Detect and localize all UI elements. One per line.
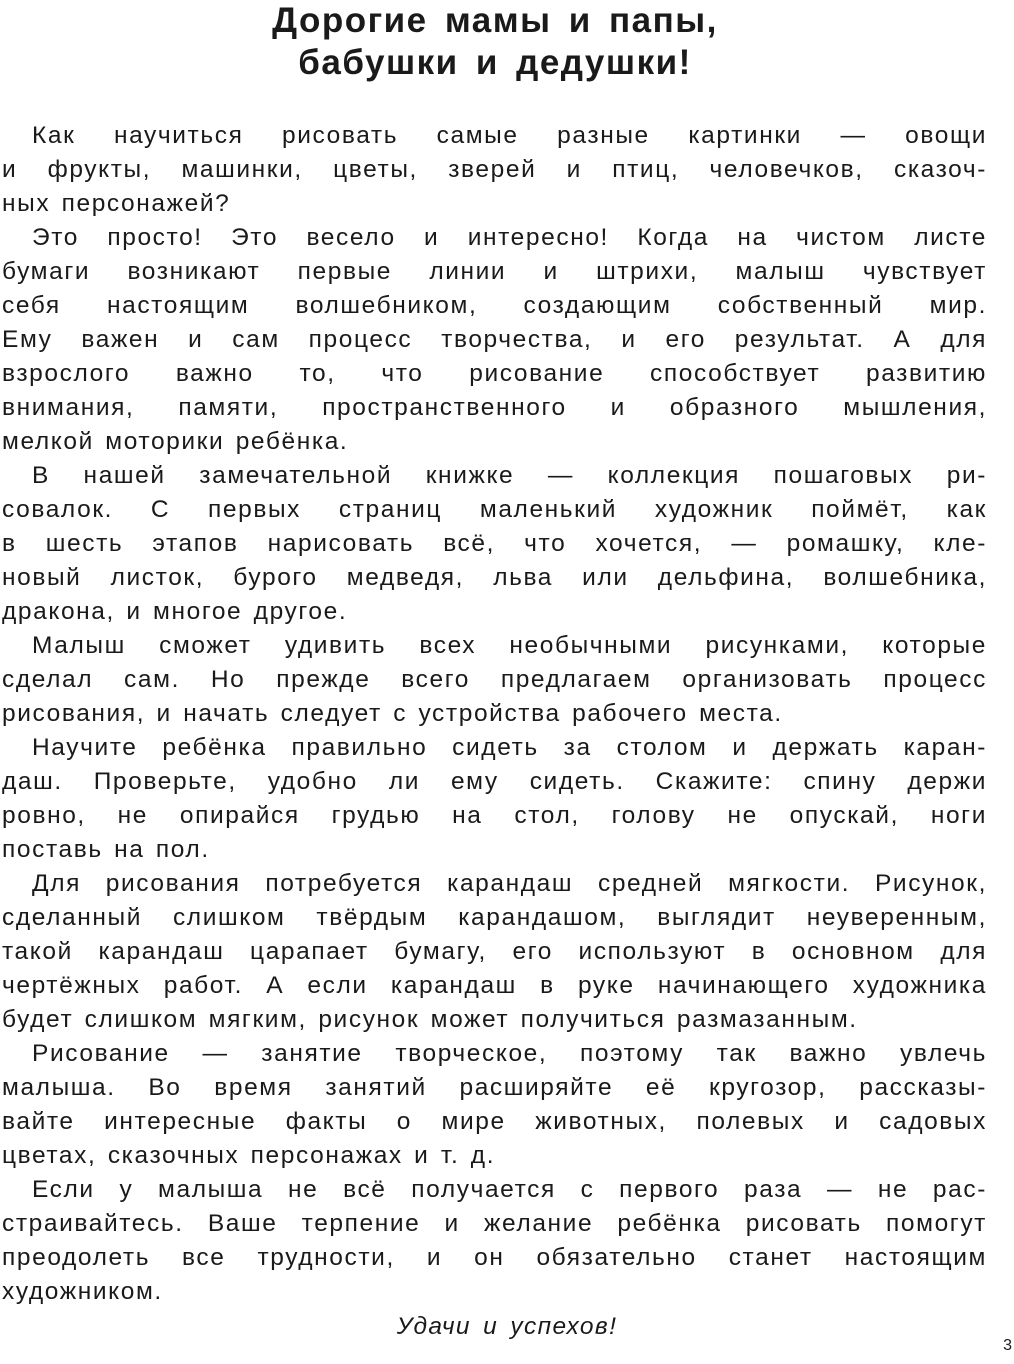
paragraph-line: Как научиться рисовать самые разные картинки — овощи — [32, 122, 987, 149]
paragraph-line: преодолеть все трудности, и он обязательно станет настоящим — [2, 1244, 987, 1271]
paragraph — [2, 867, 987, 1037]
paragraph — [2, 119, 987, 221]
paragraph-line: Научите ребёнка правильно сидеть за столом и держать каран- — [32, 734, 987, 761]
paragraph-line: бумаги возникают первые линии и штрихи, малыш чувствует — [2, 258, 987, 285]
paragraph-line: Это просто! Это весело и интересно! Когда на чистом листе — [32, 224, 987, 251]
page-number: 3 — [1003, 1337, 1012, 1354]
paragraph — [2, 1037, 987, 1173]
paragraph-line: чертёжных работ. А если карандаш в руке начинающего художника — [2, 972, 987, 999]
paragraph-line: совалок. С первых страниц маленький художник поймёт, как — [2, 496, 987, 523]
title-line: бабушки и дедушки! — [298, 43, 692, 82]
paragraph-line: даш. Проверьте, удобно ли ему сидеть. Скажите: спину держи — [2, 768, 987, 795]
paragraph — [2, 221, 987, 459]
paragraph — [2, 731, 987, 867]
paragraph — [2, 629, 987, 731]
body-text — [2, 119, 987, 1309]
paragraph-line: в шесть этапов нарисовать всё, что хочется, — ромашку, кле- — [2, 530, 987, 557]
paragraph-line: Малыш сможет удивить всех необычными рисунками, которые — [32, 632, 987, 659]
paragraph-line: Для рисования потребуется карандаш средней мягкости. Рисунок, — [32, 870, 987, 897]
paragraph-line: себя настоящим волшебником, создающим собственный мир. — [2, 292, 987, 319]
paragraph-line: сделал сам. Но прежде всего предлагаем организовать процесс — [2, 666, 987, 693]
paragraph-line: страивайтесь. Ваше терпение и желание ребёнка рисовать помогут — [2, 1210, 987, 1237]
paragraph-line: художником. — [2, 1278, 163, 1305]
paragraph-line: ных персонажей? — [2, 190, 231, 217]
paragraph-line: вайте интересные факты о мире животных, полевых и садовых — [2, 1108, 987, 1135]
paragraph-line: ровно, не опирайся грудью на стол, голову не опускай, ноги — [2, 802, 987, 829]
closing-wish: Удачи и успехов! — [396, 1313, 618, 1340]
paragraph-line: и фрукты, машинки, цветы, зверей и птиц, человечков, сказоч- — [2, 156, 987, 183]
paragraph-line: малыша. Во время занятий расширяйте её кругозор, рассказы- — [2, 1074, 987, 1101]
paragraph-line: рисования, и начать следует с устройства рабочего места. — [2, 700, 783, 727]
title-line: Дорогие мамы и папы, — [272, 1, 718, 40]
paragraph-line: цветах, сказочных персонажах и т. д. — [2, 1142, 496, 1169]
paragraph-line: Ему важен и сам процесс творчества, и его результат. А для — [2, 326, 987, 353]
paragraph-line: будет слишком мягким, рисунок может получиться размазанным. — [2, 1006, 858, 1033]
paragraph — [2, 1173, 987, 1309]
paragraph-line: В нашей замечательной книжке — коллекция пошаговых ри- — [32, 462, 987, 489]
paragraph — [2, 459, 987, 629]
paragraph-line: дракона, и многое другое. — [2, 598, 348, 625]
paragraph-line: мелкой моторики ребёнка. — [2, 428, 349, 455]
paragraph-line: такой карандаш царапает бумагу, его используют в основном для — [2, 938, 987, 965]
paragraph-line: взрослого важно то, что рисование способствует развитию — [2, 360, 987, 387]
paragraph-line: внимания, памяти, пространственного и образного мышления, — [2, 394, 987, 421]
paragraph-line: новый листок, бурого медведя, льва или дельфина, волшебника, — [2, 564, 987, 591]
page-title — [0, 0, 990, 84]
paragraph-line: Если у малыша не всё получается с первого раза — не рас- — [32, 1176, 987, 1203]
paragraph-line: Рисование — занятие творческое, поэтому так важно увлечь — [32, 1040, 987, 1067]
paragraph-line: поставь на пол. — [2, 836, 210, 863]
paragraph-line: сделанный слишком твёрдым карандашом, выглядит неуверенным, — [2, 904, 987, 931]
